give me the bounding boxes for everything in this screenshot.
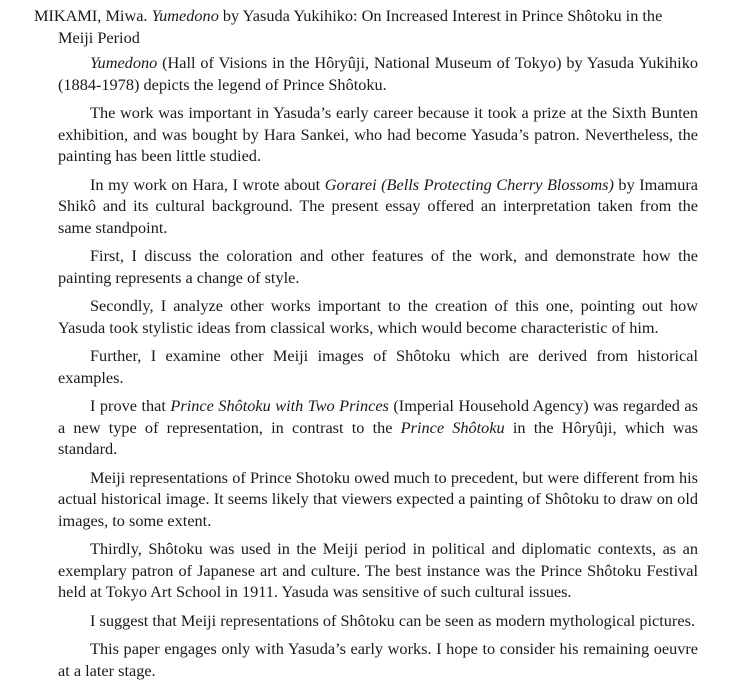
- artwork-title: Yumedono: [151, 6, 219, 25]
- paragraph-1: [58, 52, 698, 95]
- paragraph-11: This paper engages only with Yasuda’s early works. I hope to consider his remaining oeuvre at a later stage.: [58, 639, 698, 680]
- paragraph-4: First, I discuss the coloration and other features of the work, and demonstrate how the painting represents a change of style.: [58, 246, 698, 287]
- paragraph-7-after: in the Hôryûji, which was standard.: [58, 417, 699, 458]
- abstract-body: [34, 52, 698, 681]
- paragraph-3-italic: Gorarei (Bells Protecting Cherry Blossoms): [324, 174, 614, 194]
- paragraph-7: [58, 395, 698, 460]
- paragraph-6: Further, I examine other Meiji images of Shôtoku which are derived from historical examples.: [58, 346, 698, 387]
- paragraph-3-after: by Imamura Shikô and its cultural background. The present essay offered an interpretation taken from the same standpoint.: [58, 174, 698, 237]
- paragraph-10: I suggest that Meiji representations of Shôtoku can be seen as modern mythological pictures.: [90, 610, 695, 630]
- paragraph-1-text: (Hall of Visions in the Hôryûji, National Museum of Tokyo) by Yasuda Yukihiko (1884-1978) depicts the legend of Prince Shôtoku.: [58, 53, 698, 94]
- paragraph-2: The work was important in Yasuda’s early career because it took a prize at the Sixth Bunten exhibition, and was bought by Hara Sankei, who had become Yasuda’s patron. Nevertheless, the painting has been little studied.: [58, 103, 698, 165]
- paragraph-7-before: I prove that: [90, 396, 171, 415]
- author-name: MIKAMI, Miwa.: [34, 6, 148, 25]
- paragraph-7-middle: (Imperial Household Agency) was regarded as a new type of representation, in contrast to the: [58, 396, 698, 437]
- paragraph-3-before: In my work on Hara, I wrote about: [90, 174, 325, 194]
- paragraph-3: [58, 174, 698, 239]
- paragraph-7-italic-1: Prince Shôtoku with Two Princes: [170, 396, 389, 415]
- paragraph-9: Thirdly, Shôtoku was used in the Meiji period in political and diplomatic contexts, as an exemplary patron of Japanese art and culture. The best instance was the Prince Shôtoku Festival held at Tokyo Art School in 1911. Yasuda was sensitive of such cultural issues.: [58, 539, 698, 601]
- heading-title-rest: by Yasuda Yukihiko: On Increased Interest in Prince Shôtoku in the Meiji Period: [58, 6, 663, 47]
- paragraph-7-italic-2: Prince Shôtoku: [400, 417, 505, 437]
- abstract-page: [34, 5, 698, 688]
- paragraph-1-italic: Yumedono: [90, 53, 158, 72]
- paragraph-8: Meiji representations of Prince Shotoku owed much to precedent, but were different from his actual historical image. It seems likely that viewers expected a painting of Shôtoku to draw on old images, to some extent.: [58, 467, 698, 530]
- abstract-heading: [34, 5, 698, 48]
- paragraph-5: Secondly, I analyze other works important to the creation of this one, pointing out how Yasuda took stylistic ideas from classical works, which would become characteristic of him.: [58, 296, 698, 337]
